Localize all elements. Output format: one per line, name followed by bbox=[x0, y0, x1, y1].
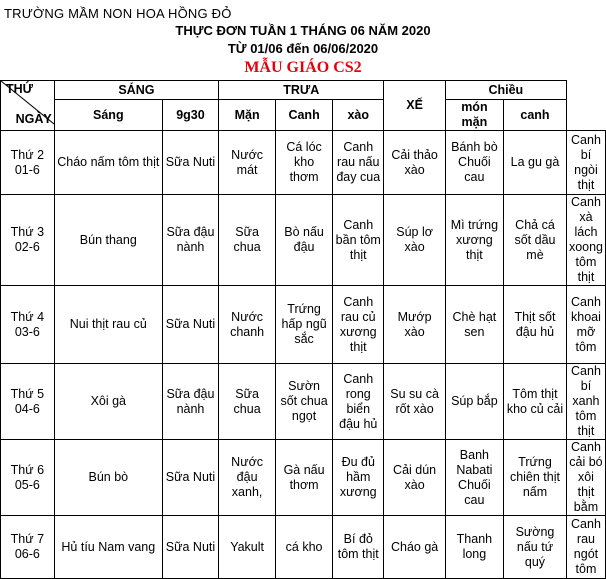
group-header-xe: XẾ bbox=[384, 81, 445, 131]
cell-xao: Đu đủ hầm xương bbox=[333, 440, 384, 516]
cell-mon-man: Banh Nabati Chuối cau bbox=[445, 440, 503, 516]
cell-canh: Trứng hấp ngũ sắc bbox=[276, 286, 333, 364]
table-row bbox=[1, 516, 606, 579]
table-row bbox=[1, 195, 606, 286]
menu-title: THỰC ĐƠN TUẦN 1 THÁNG 06 NĂM 2020 bbox=[175, 23, 431, 38]
cell-sang: Cháo nấm tôm thịt bbox=[54, 131, 162, 195]
cell-xe: Cải thảo xào bbox=[384, 131, 445, 195]
cell-undefined: Canh khoai mỡ tôm bbox=[566, 286, 605, 364]
cell-man: Nước đậu xanh, bbox=[219, 440, 276, 516]
cell-xe: Cải dún xào bbox=[384, 440, 445, 516]
cell-xao: Canh rau nấu đay cua bbox=[333, 131, 384, 195]
col-header-chieu-canh: canh bbox=[504, 100, 567, 131]
cell-undefined: Canh rau ngót tôm bbox=[566, 516, 605, 579]
cell-undefined: Canh xà lách xoong tôm thịt bbox=[566, 195, 605, 286]
cell-9g30: Sữa đậu nành bbox=[162, 195, 218, 286]
menu-table bbox=[0, 80, 606, 579]
cell-xao: Canh bần tôm thịt bbox=[333, 195, 384, 286]
cell-man: Sữa chua bbox=[219, 195, 276, 286]
cell-xao: Bí đỏ tôm thịt bbox=[333, 516, 384, 579]
cell-man: Nước mát bbox=[219, 131, 276, 195]
group-label: MẪU GIÁO CS2 bbox=[244, 59, 362, 76]
cell-9g30: Sữa đậu nành bbox=[162, 364, 218, 440]
date-range: TỪ 01/06 đến 06/06/2020 bbox=[227, 41, 379, 56]
corner-date-label: NGÀY bbox=[15, 112, 52, 126]
school-name: TRƯỜNG MẦM NON HOA HỒNG ĐỎ bbox=[4, 6, 232, 21]
col-header-man: Mặn bbox=[219, 100, 276, 131]
day-cell: Thứ 7 06-6 bbox=[1, 516, 55, 579]
corner-day-label: THỨ bbox=[6, 82, 34, 96]
table-row bbox=[1, 440, 606, 516]
cell-sang: Xôi gà bbox=[54, 364, 162, 440]
cell-undefined: Canh bí ngòi thịt bbox=[566, 131, 605, 195]
group-header-chieu: Chiều bbox=[445, 81, 566, 100]
day-cell: Thứ 3 02-6 bbox=[1, 195, 55, 286]
corner-cell bbox=[1, 81, 55, 131]
cell-9g30: Sữa Nuti bbox=[162, 516, 218, 579]
cell-xe: Su su cà rốt xào bbox=[384, 364, 445, 440]
day-cell: Thứ 6 05-6 bbox=[1, 440, 55, 516]
cell-canh: Cá lóc kho thơm bbox=[276, 131, 333, 195]
cell-sang: Hủ tíu Nam vang bbox=[54, 516, 162, 579]
col-header-mon-man: món mặn bbox=[445, 100, 503, 131]
col-header-9g30: 9g30 bbox=[162, 100, 218, 131]
cell-9g30: Sữa Nuti bbox=[162, 440, 218, 516]
cell-9g30: Sữa Nuti bbox=[162, 131, 218, 195]
cell-mon-man: Thanh long bbox=[445, 516, 503, 579]
cell-xao: Canh rau củ xương thịt bbox=[333, 286, 384, 364]
cell-mon-man: Mì trứng xương thịt bbox=[445, 195, 503, 286]
cell-chieu-canh: Sường nấu tứ quý bbox=[504, 516, 567, 579]
cell-mon-man: Súp bắp bbox=[445, 364, 503, 440]
col-header-sang: Sáng bbox=[54, 100, 162, 131]
cell-canh: Sườn sốt chua ngọt bbox=[276, 364, 333, 440]
cell-mon-man: Bánh bò Chuối cau bbox=[445, 131, 503, 195]
table-row bbox=[1, 364, 606, 440]
cell-man: Sữa chua bbox=[219, 364, 276, 440]
cell-9g30: Sữa Nuti bbox=[162, 286, 218, 364]
cell-canh: Gà nấu thơm bbox=[276, 440, 333, 516]
cell-man: Nước chanh bbox=[219, 286, 276, 364]
cell-xe: Súp lơ xào bbox=[384, 195, 445, 286]
cell-sang: Nui thịt rau củ bbox=[54, 286, 162, 364]
cell-xe: Mướp xào bbox=[384, 286, 445, 364]
cell-xao: Canh rong biển đậu hủ bbox=[333, 364, 384, 440]
cell-mon-man: Chè hạt sen bbox=[445, 286, 503, 364]
cell-canh: cá kho bbox=[276, 516, 333, 579]
col-header-canh: Canh bbox=[276, 100, 333, 131]
cell-undefined: Canh bí xanh tôm thịt bbox=[566, 364, 605, 440]
cell-chieu-canh: Chả cá sốt dầu mè bbox=[504, 195, 567, 286]
day-cell: Thứ 5 04-6 bbox=[1, 364, 55, 440]
cell-undefined: Canh cải bó xôi thịt bằm bbox=[566, 440, 605, 516]
cell-sang: Bún bò bbox=[54, 440, 162, 516]
cell-man: Yakult bbox=[219, 516, 276, 579]
table-row bbox=[1, 131, 606, 195]
table-row bbox=[1, 286, 606, 364]
day-cell: Thứ 4 03-6 bbox=[1, 286, 55, 364]
cell-chieu-canh: Tôm thịt kho củ cải bbox=[504, 364, 567, 440]
cell-sang: Bún thang bbox=[54, 195, 162, 286]
col-header-xao: xào bbox=[333, 100, 384, 131]
day-cell: Thứ 2 01-6 bbox=[1, 131, 55, 195]
cell-chieu-canh: La gu gà bbox=[504, 131, 567, 195]
cell-chieu-canh: Thịt sốt đậu hủ bbox=[504, 286, 567, 364]
cell-canh: Bò nấu đậu bbox=[276, 195, 333, 286]
cell-xe: Cháo gà bbox=[384, 516, 445, 579]
cell-chieu-canh: Trứng chiên thịt nấm bbox=[504, 440, 567, 516]
group-header-sang: SÁNG bbox=[54, 81, 218, 100]
group-header-trua: TRƯA bbox=[219, 81, 384, 100]
